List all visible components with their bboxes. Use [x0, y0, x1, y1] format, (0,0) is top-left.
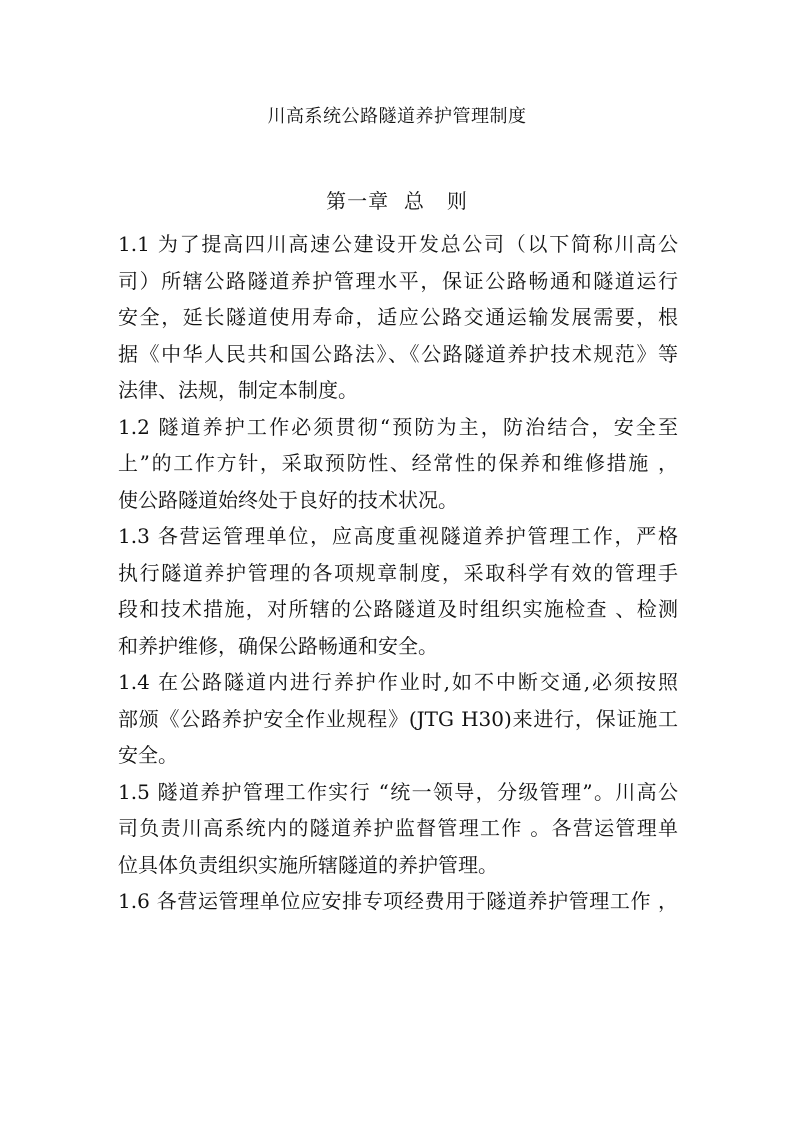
text-line: 1.3 各营运管理单位，应高度重视隧道养护管理工作，严格: [118, 524, 678, 548]
text-line: 上”的工作方针，采取预防性、经常性的保养和维修措施 ，: [118, 451, 678, 475]
text-line: 1.6 各营运管理单位应安排专项经费用于隧道养护管理工作 ，: [118, 889, 678, 913]
chapter-name-second-char: 则: [446, 189, 468, 213]
document-title: 川高系统公路隧道养护管理制度: [267, 106, 527, 127]
paragraph-1-5: [118, 774, 678, 884]
text-line: 法律、法规，制定本制度。: [118, 378, 358, 402]
document-body: [118, 226, 678, 920]
paragraph-1-2: [118, 409, 678, 519]
paragraph-1-4: [118, 664, 678, 774]
text-line: 1.5 隧道养护管理工作实行 “统一领导，分级管理”。川高公: [118, 779, 678, 804]
text-line: 1.4 在公路隧道内进行养护作业时,如不中断交通,必须按照: [118, 670, 678, 694]
text-line: 位具体负责组织实施所辖隧道的养护管理。: [118, 852, 498, 877]
text-line: 部颁《公路养护安全作业规程》(JTG H30)来进行，保证施工: [118, 706, 678, 731]
text-line: 安全，延长隧道使用寿命，适应公路交通运输发展需要，根: [118, 305, 678, 329]
text-line: 1.2 隧道养护工作必须贯彻“预防为主，防治结合，安全至: [118, 414, 678, 439]
text-line: 和养护维修，确保公路畅通和安全。: [118, 633, 438, 658]
text-line: 司负责川高系统内的隧道养护监督管理工作 。各营运管理单: [118, 816, 678, 840]
text-line: 司）所辖公路隧道养护管理水平，保证公路畅通和隧道运行: [118, 268, 678, 293]
text-line: 段和技术措施，对所辖的公路隧道及时组织实施检查 、检测: [118, 597, 678, 621]
text-line: 安全。: [118, 743, 178, 767]
chapter-name-first-char: 总: [403, 189, 425, 213]
paragraph-1-6: [118, 883, 678, 920]
chapter-heading: [0, 186, 794, 216]
text-line: 执行隧道养护管理的各项规章制度，采取科学有效的管理手: [118, 560, 678, 585]
text-line: 据《中华人民共和国公路法》、《公路隧道养护技术规范》等: [118, 341, 678, 366]
text-line: 使公路隧道始终处于良好的技术状况。: [118, 487, 458, 512]
text-line: 1.1 为了提高四川高速公建设开发总公司（以下简称川高公: [118, 232, 678, 256]
paragraph-1-3: [118, 518, 678, 664]
chapter-label: 第一章: [326, 189, 390, 213]
paragraph-1-1: [118, 226, 678, 409]
